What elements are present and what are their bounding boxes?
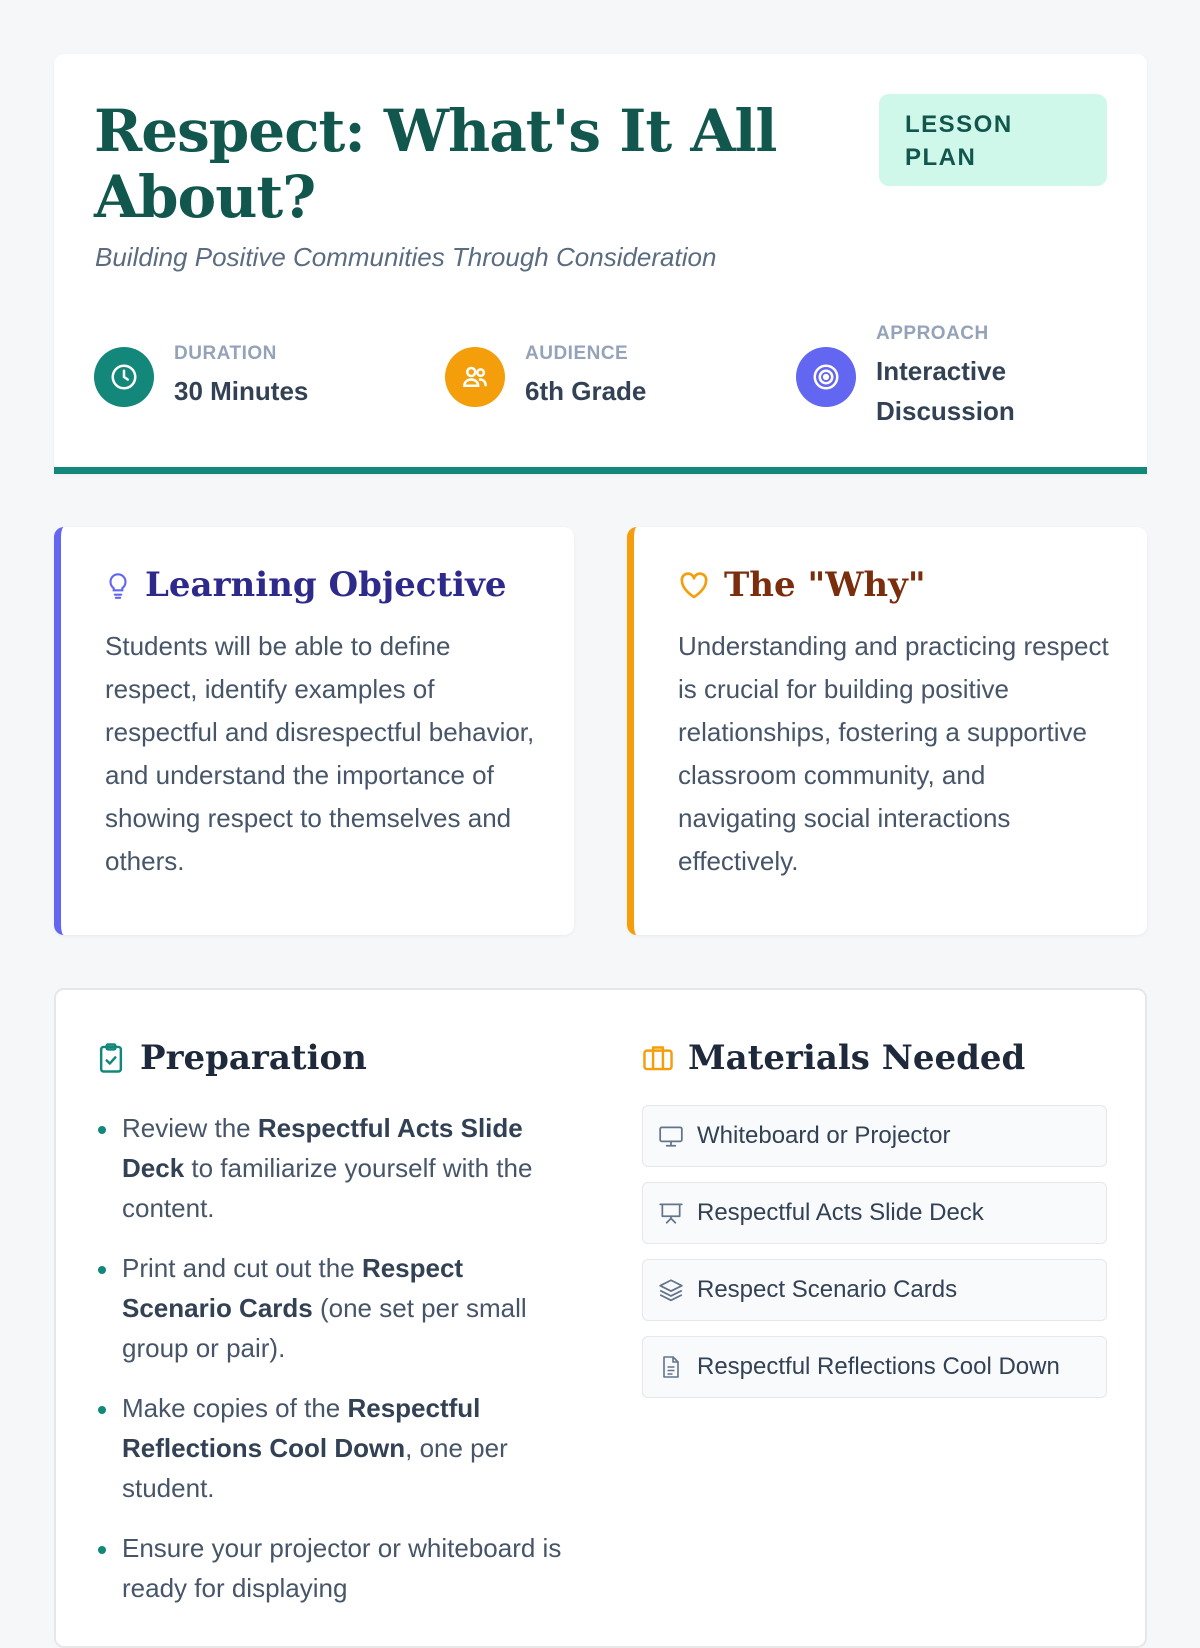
document-icon xyxy=(657,1355,685,1379)
meta-label: DURATION xyxy=(174,343,277,364)
material-item: Respect Scenario Cards xyxy=(642,1259,1107,1321)
meta-label: AUDIENCE xyxy=(525,343,629,364)
meta-value: 30 Minutes xyxy=(174,376,309,406)
preparation-list xyxy=(96,1108,566,1628)
material-item: Respectful Acts Slide Deck xyxy=(642,1182,1107,1244)
monitor-icon xyxy=(657,1124,685,1148)
users-icon xyxy=(445,347,505,407)
material-item: Respectful Reflections Cool Down xyxy=(642,1336,1107,1398)
material-item: Whiteboard or Projector xyxy=(642,1105,1107,1167)
preparation-materials-card xyxy=(54,988,1147,1648)
presentation-icon xyxy=(657,1201,685,1225)
meta-label: APPROACH xyxy=(876,323,989,344)
lesson-plan-badge: LESSON PLAN xyxy=(879,94,1107,186)
meta-audience xyxy=(445,322,646,432)
lesson-header xyxy=(54,54,1147,474)
meta-value: 6th Grade xyxy=(525,376,647,406)
objective-text: Students will be able to define respect, identify examples of respectful and disrespectful behavior, and understand the importance of showing respect to themselves and others. xyxy=(105,631,535,876)
meta-duration xyxy=(94,322,308,432)
why-text: Understanding and practicing respect is crucial for building positive relationships, fostering a supportive classroom community, and navigating social interactions effectively. xyxy=(678,631,1109,876)
materials-header xyxy=(642,1038,1025,1078)
list-item: Make copies of the Respectful Reflections Cool Down, one per student. xyxy=(96,1388,566,1508)
why-card xyxy=(627,527,1147,935)
list-item: Print and cut out the Respect Scenario Cards (one set per small group or pair). xyxy=(96,1248,566,1368)
meta-approach xyxy=(796,322,1046,432)
objective-title: Learning Objective xyxy=(145,565,507,605)
learning-objective-card xyxy=(54,527,574,935)
preparation-header xyxy=(96,1038,367,1078)
heart-icon xyxy=(678,570,710,600)
target-icon xyxy=(796,347,856,407)
clock-icon xyxy=(94,347,154,407)
materials-list xyxy=(642,1105,1107,1413)
why-title: The "Why" xyxy=(724,565,926,605)
lightbulb-icon xyxy=(105,570,131,600)
briefcase-icon xyxy=(642,1043,674,1073)
materials-title: Materials Needed xyxy=(688,1038,1026,1078)
preparation-title: Preparation xyxy=(140,1038,367,1078)
list-item: Review the Respectful Acts Slide Deck to familiarize yourself with the content. xyxy=(96,1108,566,1228)
list-item: Ensure your projector or whiteboard is ready for displaying xyxy=(96,1528,566,1608)
page-title: Respect: What's It All About? xyxy=(94,97,777,231)
meta-value: Interactive Discussion xyxy=(876,356,1015,426)
page-subtitle: Building Positive Communities Through Consideration xyxy=(95,242,717,272)
layers-icon xyxy=(657,1278,685,1302)
clipboard-check-icon xyxy=(96,1042,126,1074)
